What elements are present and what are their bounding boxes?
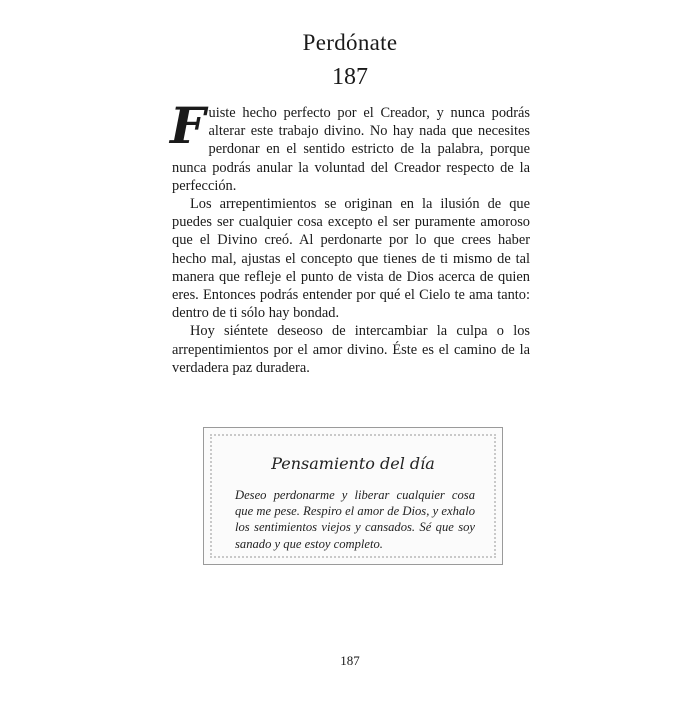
drop-cap: F xyxy=(170,96,206,155)
thought-text: Deseo perdonarme y liberar cualquier cosa que me pese. Respiro el amor de Dios, y exhalo los sentimientos viejos y cansados. Sé que soy sanado y que estoy completo. xyxy=(235,488,475,551)
body-text xyxy=(170,96,530,377)
paragraph-2: Los arrepentimientos se originan en la ilusión de que puedes ser cualquier cosa excepto el ser puramente amoroso que el Divino creó. Al perdonarte por lo que crees haber hecho mal, ajustas el concepto que tienes de ti mismo de tal manera que refleje el punto de vista de Dios acerca de quien eres. Entonces podrás entender por qué el Cielo te ama tanto: dentro de ti sólo hay bondad. xyxy=(172,196,530,322)
entry-number: 187 xyxy=(332,64,368,90)
paragraph-1 xyxy=(170,96,530,195)
thought-of-the-day-box xyxy=(203,427,503,565)
page-title: Perdónate xyxy=(302,30,398,55)
page-number: 187 xyxy=(340,653,360,668)
paragraph-3: Hoy siéntete deseoso de intercambiar la culpa o los arrepentimientos por el amor divino. Éste es el camino de la verdadera paz duradera. xyxy=(172,323,530,376)
thought-title: Pensamiento del día xyxy=(271,454,435,473)
paragraph-1-text: uiste hecho perfecto por el Creador, y nunca podrás alterar este trabajo divino. No hay nada que necesites perdonar en el sentido estricto de la palabra, porque nunca podrás anular la voluntad del Creador respecto de la perfección. xyxy=(172,105,530,194)
